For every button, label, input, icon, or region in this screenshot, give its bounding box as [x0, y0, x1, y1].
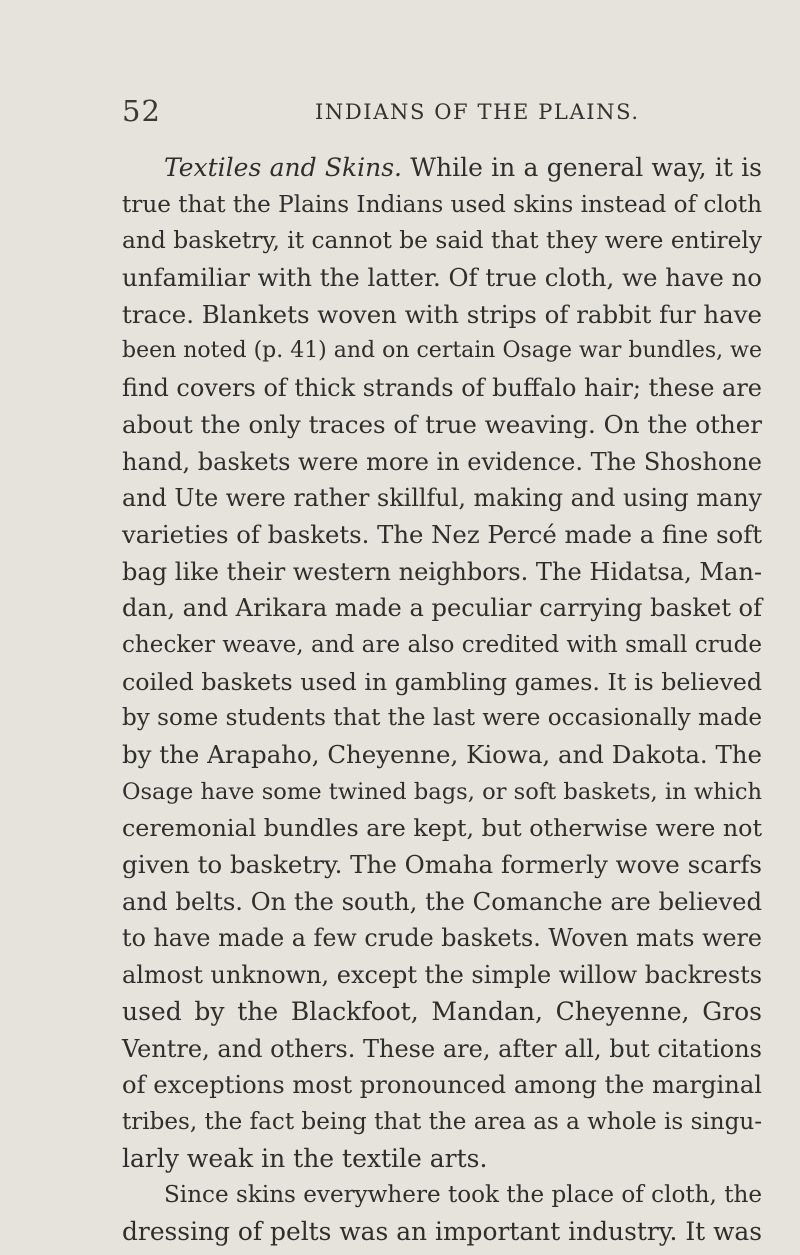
- section-heading: Textiles and Skins.: [164, 153, 403, 182]
- text-line: by some students that the last were occasionally made: [122, 705, 762, 732]
- running-head: [122, 94, 762, 130]
- running-title: INDIANS OF THE PLAINS.: [315, 100, 640, 124]
- text-line: and basketry, it cannot be said that they were entirely: [122, 227, 762, 255]
- text-line: tribes, the fact being that the area as a whole is singu-: [122, 1108, 762, 1135]
- body-text: [122, 150, 762, 1251]
- text-line: almost unknown, except the simple willow backrests: [122, 961, 762, 990]
- text-line: coiled baskets used in gambling games. It is believed: [122, 667, 762, 696]
- paragraph-1-last-line: larly weak in the textile arts.: [122, 1143, 488, 1173]
- text-line: bag like their western neighbors. The Hidatsa, Man-: [122, 557, 762, 586]
- text-line: varieties of baskets. The Nez Percé made a fine soft: [122, 519, 762, 549]
- text-line: find covers of thick strands of buffalo hair; these are: [122, 374, 762, 403]
- text-line: dressing of pelts was an important industry. It was: [122, 1216, 762, 1246]
- text-line: hand, baskets were more in evidence. The Shoshone: [122, 447, 762, 476]
- text-line: to have made a few crude baskets. Woven mats were: [122, 924, 762, 953]
- text-line: Osage have some twined bags, or soft baskets, in which: [122, 778, 762, 805]
- text-line: used by the Blackfoot, Mandan, Cheyenne, Gros: [122, 996, 762, 1026]
- text-line: ceremonial bundles are kept, but otherwise were not: [122, 814, 762, 843]
- text-line: been noted (p. 41) and on certain Osage war bundles, we: [122, 338, 762, 364]
- text-line: by the Arapaho, Cheyenne, Kiowa, and Dakota. The: [122, 740, 762, 769]
- text-line: Ventre, and others. These are, after all, but citations: [122, 1034, 762, 1063]
- text-line: checker weave, and are also credited with small crude: [122, 631, 762, 658]
- text-line: about the only traces of true weaving. On the other: [122, 409, 762, 439]
- paragraph-1-first-line-text: While in a general way, it is: [410, 153, 763, 182]
- text-line: given to basketry. The Omaha formerly wove scarfs: [122, 850, 763, 880]
- text-line: and belts. On the south, the Comanche are believed: [122, 886, 762, 916]
- paragraph-2-first-line: Since skins everywhere took the place of cloth, the: [164, 1182, 762, 1209]
- page-number: 52: [122, 94, 161, 128]
- paragraph-1-first-line: [122, 150, 762, 187]
- text-line: of exceptions most pronounced among the marginal: [122, 1071, 762, 1100]
- text-line: trace. Blankets woven with strips of rabbit fur have: [122, 299, 762, 329]
- text-line: and Ute were rather skillful, making and using many: [122, 484, 762, 513]
- text-line: unfamiliar with the latter. Of true cloth, we have no: [122, 263, 762, 293]
- text-line: true that the Plains Indians used skins instead of cloth: [122, 191, 762, 218]
- text-line: dan, and Arikara made a peculiar carrying basket of: [122, 594, 762, 623]
